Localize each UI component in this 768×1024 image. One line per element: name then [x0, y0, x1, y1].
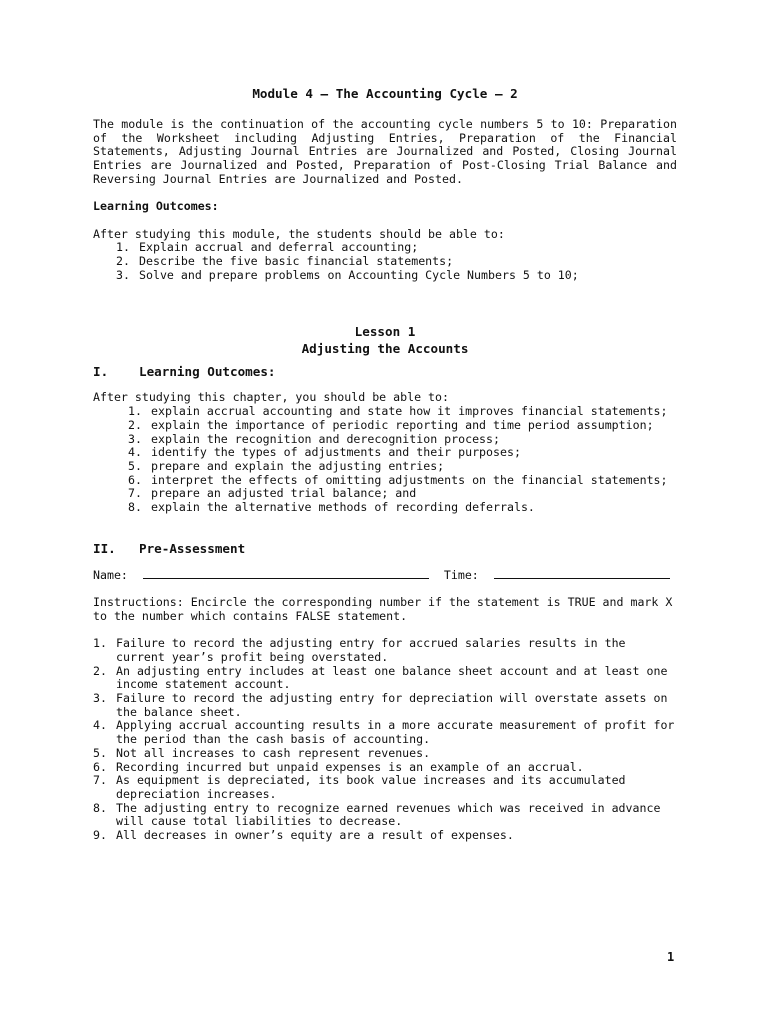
module-outcomes-list [93, 241, 677, 282]
section-learning-outcomes [93, 363, 677, 380]
list-item [93, 761, 677, 775]
module-intro: The module is the continuation of the accounting cycle numbers 5 to 10: Preparation of the Worksheet including Adjusting Entries, Preparation of the Financial Statements, Adjusting Journal Entries are Journalized and Posted, Closing Journal Entries are Journalized and Posted, Preparation of Post-Closing Trial Balance and Reversing Journal Entries are Journalized and Posted. [93, 117, 677, 186]
document-page [93, 86, 677, 843]
list-item-number: 3. [128, 431, 142, 446]
list-item-text: The adjusting entry to recognize earned revenues which was received in advance will cause total liabilities to decrease. [116, 800, 661, 829]
list-item-text: explain accrual accounting and state how it improves financial statements; [151, 404, 668, 419]
list-item-text: Failure to record the adjusting entry for accrued salaries results in the current year’s profit being overstated. [116, 636, 626, 664]
section-pre-assessment [93, 540, 677, 557]
list-item [93, 802, 677, 829]
list-item-number: 4. [128, 445, 142, 460]
name-label: Name: [93, 567, 128, 582]
instructions: Instructions: Encircle the corresponding number if the statement is TRUE and mark X to the number which contains FALSE statement. [93, 595, 673, 623]
list-item-text: explain the recognition and derecognition process; [151, 431, 501, 446]
list-item [93, 719, 677, 746]
section-title: Pre-Assessment [139, 540, 246, 556]
list-item-text: Not all increases to cash represent revenues. [116, 745, 431, 760]
list-item [93, 665, 677, 692]
name-blank[interactable] [143, 567, 429, 579]
list-item-text: identify the types of adjustments and their purposes; [151, 445, 521, 460]
list-item [93, 829, 677, 843]
list-item [93, 637, 677, 664]
list-item-number: 3. [93, 691, 107, 706]
list-item-number: 9. [93, 828, 107, 843]
list-item [93, 692, 677, 719]
list-item [93, 405, 677, 419]
list-item [93, 269, 677, 283]
list-item-number: 2. [116, 254, 130, 268]
name-time-row [93, 567, 677, 583]
list-item-text: explain the importance of periodic reporting and time period assumption; [151, 417, 654, 432]
list-item-number: 5. [93, 745, 107, 760]
list-item-text: prepare and explain the adjusting entries; [151, 458, 445, 473]
list-item-text: Failure to record the adjusting entry for depreciation will overstate assets on the balance sheet. [116, 691, 668, 719]
list-item-text: Describe the five basic financial statements; [139, 254, 454, 268]
list-item-number: 7. [128, 486, 142, 501]
list-item-number: 6. [128, 472, 142, 487]
list-item-text: Solve and prepare problems on Accounting Cycle Numbers 5 to 10; [139, 267, 579, 282]
list-item-text: An adjusting entry includes at least one balance sheet account and at least one income statement account. [116, 663, 668, 692]
list-item-text: Explain accrual and deferral accounting; [139, 240, 419, 255]
list-item [93, 419, 677, 433]
list-item [93, 446, 677, 460]
list-item [93, 501, 677, 515]
list-item [93, 241, 677, 255]
section-title: Learning Outcomes: [139, 364, 276, 380]
list-item [93, 774, 677, 801]
list-item [93, 487, 677, 501]
module-title: Module 4 – The Accounting Cycle – 2 [252, 86, 518, 101]
list-item-number: 7. [93, 773, 107, 788]
list-item [93, 433, 677, 447]
list-item-number: 8. [128, 500, 142, 515]
list-item-number: 2. [93, 663, 107, 678]
list-item-number: 8. [93, 800, 107, 815]
list-item-text: Recording incurred but unpaid expenses is an example of an accrual. [116, 759, 584, 774]
list-item-text: interpret the effects of omitting adjustments on the financial statements; [151, 472, 668, 487]
list-item-number: 4. [93, 718, 107, 733]
list-item [93, 474, 677, 488]
list-item-text: Applying accrual accounting results in a more accurate measurement of profit for the period than the cash basis of accounting. [116, 718, 675, 747]
statements-list [93, 637, 677, 843]
list-item-number: 5. [128, 458, 142, 473]
module-outcomes-intro: After studying this module, the students should be able to: [93, 226, 505, 241]
list-item-number: 3. [116, 267, 130, 282]
list-item [93, 747, 677, 761]
chapter-outcomes-intro: After studying this chapter, you should be able to: [93, 390, 449, 405]
time-label: Time: [443, 567, 479, 582]
list-item-number: 1. [128, 404, 142, 419]
list-item-text: All decreases in owner’s equity are a result of expenses. [116, 828, 514, 843]
list-item-text: As equipment is depreciated, its book value increases and its accumulated depreciation increases. [116, 773, 626, 801]
learning-outcomes-heading: Learning Outcomes: [93, 199, 219, 214]
chapter-outcomes-list [93, 405, 677, 515]
list-item-number: 1. [116, 240, 130, 255]
lesson-label: Lesson 1 [354, 324, 416, 340]
list-item-number: 2. [128, 417, 142, 432]
time-blank[interactable] [494, 567, 670, 579]
page-number: 1 [667, 950, 675, 964]
section-roman: I. [93, 364, 109, 380]
list-item-number: 1. [93, 636, 107, 651]
list-item [93, 460, 677, 474]
list-item-text: prepare an adjusted trial balance; and [151, 486, 417, 501]
list-item-text: explain the alternative methods of recording deferrals. [151, 500, 535, 515]
section-roman: II. [93, 540, 116, 556]
list-item-number: 6. [93, 759, 107, 774]
lesson-title: Adjusting the Accounts [301, 341, 469, 357]
list-item [93, 255, 677, 269]
